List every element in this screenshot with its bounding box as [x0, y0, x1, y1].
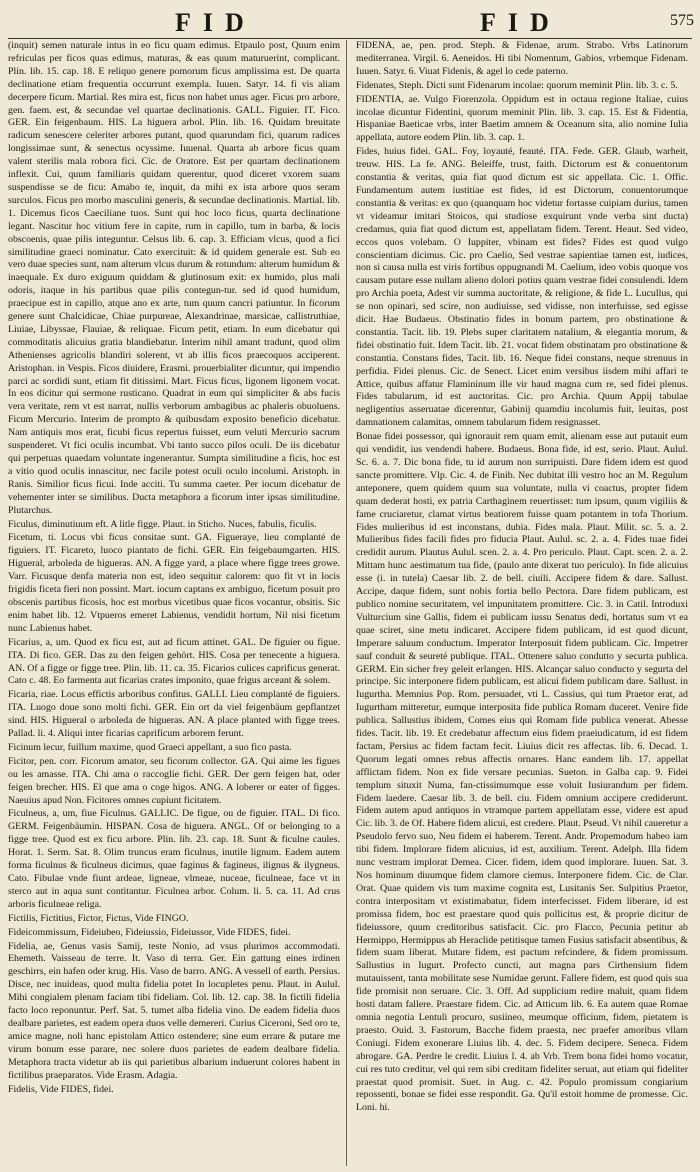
- dictionary-entry: Fidelia, ae, Genus vasis Samij, teste Nonio, ad vsus plurimos accommodati. Ehemeth. Vaisseau de terre. It. Vaso di terra. Ger. Ein gattung eines irdinen geschirrs, ein hafen oder krug. His. Vaso de barro. ANG. A vessell of earth. Persius. Disce, nec inuideas, quod multa fidelia potet In locupletes penu. Plaut. in Aulul. Mihi congialem plenam faciam tibi fideliam. Col. lib. 12. cap. 38. In fictili fidelia facto loco reponuntur. Perf. Sat. 5. tumet alba fidelia vino. De eadem fidelia duos dealbare parietes, est eadem opera duos velle demereri. Curius Ciceroni, Sed oro te, amice magne, noli hanc epistolam Attico ostendere; sine eum errare & putare me virum bonum esse parare, nec solere duos parietes de eadem dealbare fidelia. Metaphora tracta videtur ab iis qui parietibus albarium induerunt colores habent in fictilibus praeparatos. Vide Erasm. Adagia.: [8, 940, 340, 1081]
- dictionary-entry: Fictilis, Fictitius, Fictor, Fictus, Vide FINGO.: [8, 912, 189, 924]
- dictionary-entry: FIDENTIA, ae. Vulgo Fiorenzola. Oppidum est in octaua regione Italiae, cuius incolae dicuntur Fidentini, quorum meminit Plin. lib. 3. cap. 15. Est & Fidentia, Hispaniae Baeticae vrbs, inter Baetim amnem & Oceanum sita, alio nomine Iulia appellata, autore eodem Plin. lib. 3. cap. 1.: [356, 93, 688, 144]
- dictionary-entry: (inquit) semen naturale intus in eo ficu quam edimus. Etpaulo post, Quum enim refriculas per ficos quas edimus, maturas, & eas quum maturuerint, complicant. Plin. lib. 15. cap. 18. E reliquo genere pomorum ficus amplissima est. De quarta declinatione etiam frequentia occurrunt exempla. Iuuen. Satyr. 14. fi vis aliam decerpere ficum. Martial. Res mira est, ficus non habet unus ager. Ficus pro arbore, gen. faem. est, & secundae vel quartae declinationis. GALL. Figuier. IT. Fico. GER. Ein feigenbaum. HIS. La higuera arbol. Plin. lib. 16. Quidam breuitate radicum senescere celeriter arbores putant, quod quarundam fici, quarum radices longissimae sunt, & senectus ocyssime. Iuuenal. Quarta ab arbore ficus quam valent sterilis mala robora fici. Cic. de Oratore. Est per quartam declinationem inflexit. Cui, quum familiaris quidam querentur, quod diceret vxorem suam suspendisse se de ficu: Amabo te, inquit, da mihi ex ista arbore quos seram surculos. Ficus pro morbo masculini generis, & secundae declinationis. Martial. lib. 1. Dicemus ficos Caeciliane tuos. Sunt qui hoc loco ficus, quarta declinatione legant. Nascitur hoc vitium fere in capite, rum in capillo, tum in barba, & locis obscoenis, quae pilis integuntur. Celsus lib. 6. cap. 3. Efficiam vlcus, quod a fici similitudine graeci nominatur. Cato exercituit: & id quidem generale est. Sub eo vero duae species sunt, nam alterum vlcus durum & rotundum: alterum humidum & inaequale. Ex duro exiguum quiddam & glutinosum exit: ex humido, plus mali odoris, itaque in his partibus quae pilis contegun-tur. sed id quod humidum, praecipue est in capillo, atque ano ex arte, tum quum cancri patiuntur. In ficorum genere sunt Chalcidicae, Chiae purpureae, Alexandrinae, marsicae, callistruthiae, Liuiae, Libyssae, Flauiae, & reliquae. Ficum petit, etiam. In eum dicebatur qui commoditatis alicuius gratia blandiebatur. Interim nihil amant tradunt, quod olim Athenienses agricolis blandiri solerent, vt ab illis ficos praecoquos acciperent. Aristophan. in Vespis. Ficos diuidere, Erasmi. prouerbialiter dicuntur, qui impendio parci ac sordidi sunt, etiam fit ditissimi. Mart. Ficus ficus, ligonem ligonem vocat. In eos dicitur qui sermone rusticano. Quadrat in eum qui simpliciter & abs fucis vera veritate, rem vt est narrat, nullis verborum ambagibus ac phaleris obuoluens. Ficum Mercurio. Interim de prompto & quibusdam exposito beneficio dicebatur. Nam antiquis mos erat, ficubi ficus repertus fuisset, eum veluti Mercurio sacrum suspenderet. Vt fici oculis incumbat. Vbi tanto succo pilos oculi. De iis dicebatur qui perpetuas quaedam voluntate ingenerantur. Sumpta similitudine a ficis, hoc est a vitio quod oculis innascitur, nec facile potest oculi oculo incolumi. Aristoph. in Ranis. Similior ficus ficui. Inde acciti. Tu summa caeter. Per iocum dicebatur de vehementer inter se similibus. Ducta metaphora a ficorum inter ipsas similitudine. Plutarchus.: [8, 40, 340, 516]
- dictionary-entry: Ficinum lecur, fuillum maxime, quod Graeci appellant, a suo fico pasta.: [8, 741, 292, 753]
- dictionary-entry: FIDENA, ae, pen. prod. Steph. & Fidenae, arum. Strabo. Vrbs Latinorum mediterranea. Virgil. 6. Aeneidos. Hi tibi Nomentum, Gabios, vrbemque Fidenam. Iuuen. Satyr. 6. Viuat Fidenis, & agel lo cede paterno.: [356, 40, 688, 77]
- running-head-right: FID: [480, 8, 561, 37]
- dictionary-entry: Fideicommissum, Fideiubeo, Fideiussio, Fideiussor, Vide FIDES, fidei.: [8, 926, 291, 938]
- dictionary-entry: Fidenates, Steph. Dicti sunt Fidenarum incolae: quorum meminit Plin. lib. 3. c. 5.: [356, 79, 678, 91]
- right-column: [356, 40, 688, 1166]
- page-number: 575: [670, 12, 694, 29]
- dictionary-entry: Ficulus, diminutiuum eft. A litle figge. Plaut. in Sticho. Nuces, fabulis, ficulis.: [8, 518, 317, 530]
- header-rule: [8, 38, 692, 39]
- dictionary-entry: Ficetum, ti. Locus vbi ficus consitae sunt. GA. Figueraye, lieu complanté de figuiers. IT. Ficareto, luoco piantato de fichi. GER. Ein feigebaumgarten. HIS. Higueral, arboleda de higueras. AN. A figge yard, a place where figge trees growe. Varr. Ficusque denfa materia non est, ideo sequitur calorem: quo fit vt in locis frigidis ficeta fieri non possint. Mart. iocum captans ex ambiguo, ficetum posuit pro obscenis partibus ficosis, hoc est morbus vicetibus quae ficos vocantur, obsitis. Sic enim habet lib. 12. Vtpueros emeret Labienus, vendidit hortum, Nil nisi ficetum nunc Labienus habet.: [8, 532, 340, 634]
- dictionary-entry: Ficarius, a, um. Quod ex ficu est, aut ad ficum attinet. GAL. De figuier ou figue. ITA. Di fico. GER. Das zu den feigen gehört. HIS. Cosa per tenecente a higuera. AN. Of a figge or figge tree. Plin. lib. 11. ca. 35. Ficarios culices caprificus generat. Cato c. 48. Eo farmenta aut ficarias crates imponito, quae frigus arceant & solem.: [8, 636, 340, 687]
- dictionary-entry: Bonae fidei possessor, qui ignorauit rem quam emit, alienam esse aut putauit eum qui vendidit, ius vendendi habere. Budaeus. Bona fide, id est, serio. Plaut. Aulul. Sc. 6. a. 7. Dic bona fide, tu id aurum non surripuisti. Dare fidem idem est quod sancte promittere. Vlp. Cic. 4. de Finib. Nec dubitat illi vestro hoc an M. Regulum anteponere, quem quidem quum sua voluntate, nulla vi coactus, propter fidem quam dederat hosti, ex patria Carthaginem reuertisset: tum ipsum, quum vigiliis & fame cruciaretur, clamat virtus beatiorem fuisse quam potantem in tofa Thorium. Fides mulieribus id est inconstans, dubia. Fides mala. Plaut. Milit. sc. 5. a. 2. Mulieribus fides facili fides pro fiducia Plaut. Aulul. sc. 2. a. 4. Fides tuae fidei credidit aurum. Plautus Aulul. scen. 2. a. 4. Pro periculo. Plaut. Capt. scen. 2. a. 2. Mittam hunc aestimatum tua fide, (paulo ante dixerat tuo periculo). In fide alicuius esse (i. in tutela) Caesar lib. 2. de bell. ciuili. Accipere fidem & dare. Sallust. Accipe, daque fidem, sunt nobis fortia bello Pectora. Dare fidem publicam, est publico nomine securitatem, vel impunitatem promittere. Cic. 3. in Catil. Introduxi Vulturcium sine Gallis, fidem ei publicam iussu Senatus dedi, hortatus sum vt ea quae sciret, sine metu indicaret. Accipere fidem publicam, id est quod dicunt, Imperare saluum conductum. Imperator Interposuit fidem publicam. Cic. Impetrer sauf conduit & seureté publique. ITAL. Ottenere saluo condutto y securta publica. GERM. Ein sicher frey geleit erlangen. HIS. Alcançar saluo conducto y segurta del principe. Sic interponere fidem publicam, est alicui fidem publicam dare. Sallust. in Iugurtha. Memnius Pop. Rom. persuadet, vti L. Cassius, qui tum Praetor erat, ad Iugurtham mitteretur, eumque interposita fide publica Romam duceret. Venire fide publica. Sallustius ibidem, Comes eius qui Romam fide publica venerat. Abesse fides. Tacit. lib. 19. Et credebatur affectum eius fidem praeiudicatum, id est fidem factam, Persius ac fidem factam fecit. Liuius dicit res affectas. lib. 6. Decad. 1. Quorum legati omnes rebus affectis ornares. Hanc eandem lib. 17. appellat afflictam fidem. Non ex fide versare pecunias. Sueton. in Galba cap. 9. Fidei templum situxit Numa, fan-ctissimumque esse voluit Iusiurandum per fidem. Fidem laedere. Caesar lib. 3. de bell. ciu. Fidem omnium accipere crediderunt. Fidem autem apud antiquos in vtramque partem appellatam esse, videre est apud Cic. lib. 3. de Of. Habere fidem alicui, est credere. Plaut. Pseud. Vt nihil caueretur a Pseudolo fervo suo, Neu fidem ei haberem. Terent. Andr. Propemodum habeo iam tibi fidem. Implorare fidem alicuius, id est, auxilium. Terent. Adelph. Illa fidem nunc vestram implorat Demea. Cicer. fidem, idem quod implorare. Iuuen. Sat. 3. Nos hominum diuumque fidem clamore ciemus. Interponere fidem. Cic. de Clar. Orat. Quae quidem vis tum maxime cognita est, Lusitanis Ser. Sulpitius Praetor, contra interpositam vt existimabatur, fidem interfecisset. Fidem liberare, id est promissa fidem, hoc est praestare quod quis pollicitus est, & proprie dicitur de fideiussore, quum creditoribus satisfacit. Cic. pro Flacco, Pecunia petitur ab Hermippo, Hermippus ab Heraclide petitisque tamen Fusius satisfacit absentibus, & fidem suam liberat. Mutare fidem, est pactum refcindere, & fidem promissum. Sallustius in Iugurt. Profecto cuncti, aut magna pars Cirthensium fidem mutauissent, tanta mobilitate sese Numidae gerunt. Fallere fidem, est quod quis sua fide promisit non seruare. Cic. 3. Off. Ad supplicium redire maluit, quam fidem hosti datam fallere. Praestare fidem. Cic. ad Atticum lib. 6. Ea autem quae Romae omnia negotia Lentuli procuro, susiineo, meumque officium, fidem, pietatem is praesto. Ouid. 3. Fastorum, Bacche fidem praesta, nec praefer amoribus vllam Coniugi. Fidem exonerare Liuius lib. 4. dec. 5. Fidem decipere. Seneca. Fidem abrogare. GA. Perdre le credit. Liuius l. 4. ab Vrb. Trem bona fidei homo vocatur, cui res tuto creditur, vel qui rem sibi creditam fideliter seruat, aut etiam qui fideliter praestat quod promisit. Suet. in Aug. c. 42. Populo promissum congiarium repossenti, bonae se fidei esse respondit. Ga. Qu'il estoit homme de promesse. Cic. Loni. hi.: [356, 431, 688, 1114]
- dictionary-entry: Ficulneus, a, um, fiue Ficulnus. GALLIC. De figue, ou de figuier. ITAL. Di fico. GERM. Feigenbäumin. HISPAN. Cosa de higuera. ANGL. Of or belonging to a figge tree. Quod est ex ficu arbore. Plin. lib. 23. cap. 18. Sunt & ficulne caules. Horat. 1. Serm. Sat. 8. Olim truncus eram ficulnus, inutile lignum. Eadem autem forma ficulnus & ficulneus dicimus, quae faginus & fagineus, ilignus & ilygneus. Cato. Fibulae vnde fiunt ardeae, ligneae, vlmeae, nuceae, ficulneae, face vt in sterco aut in aqua sunt contitantur. Ficulnea arbor. Colum. li. 5. ca. 11. Ad crus arboris ficulneae religa.: [8, 808, 340, 910]
- dictionary-entry: Fidelis, Vide FIDES, fidei.: [8, 1083, 114, 1095]
- dictionary-entry: Fides, huius fidei. GAL. Foy, loyauté, feauté. ITA. Fede. GER. Glaub, warheit, treuw. HIS. La fe. ANG. Beleiffe, trust, faith. Dictorum est & conuentorum constantia & veritas, quia fiat quod dictum est sic appellata. Cic. 1. Offic. Fundamentum autem iustitiae est fides, id est Dictorum, conuentorumque constantia & veritas: ex quo (quanquam hoc videtur fortasse cuipiam durius, tamen vt videamur imitari Stoicos, qui studiose exquirunt vnde verba sint ducta) credamus, quia fiat quod dictum est, appellatam fidem. Terent. Heaut. Sed video, eccos quos volebam. O Iuppiter, vbinam est fides? Fides est quod vulgo conscientiam dicimus. Cic. pro Caelio, Sed vestrae sapientiae tamen est, iudices, non si causa nulla est viris fortibus oppugnandi M. Caelium, ideo vobis quoque vos causam putare esse nullam alieno dolori potius quam vestrae fidei consulendi. Idem pro Archia poeta, Adest vir summa auctoritate, & religione, & fide L. Lucullus, qui se non opinari, sed scire, non audiuisse, sed vidisse, non interfuisse, sed egisse dicit. Hae Budaeus. Obstinatio fides in bonum partem, pro obstinatione & constantia. Tacit. lib. 19. Plebs super claritatem natalium, & elegantia morum, & fidei obstinatio fuit. Idem Tacit. lib. 21. vocat fidem obstinatam pro obstinatione & constantia. Constans fides, Tacit. lib. 16. Neque fidei constans, neque strenuus in perfidia. Fidei plenus. Cic. de Senect. Licet enim versibus iisdem mihi affari te Attice, quibus affatur Flamininum ille vir haud magna cum re, sed fidei plenus. Fides tabularum, id est auctoritas. Cic. pro Archia. Quum Appij tabulae negligentius asseruatae dicerentur, Gabinij quamdiu incolumis fuit, leuitas, post damnationem calamitas, omnem tabularum fidem resignasset.: [356, 146, 688, 429]
- page-header: [0, 0, 700, 40]
- dictionary-entry: Ficitor, pen. corr. Ficorum amator, seu ficorum collector. GA. Qui aime les figues ou les amasse. ITA. Chi ama o raccoglie fichi. GER. Der gern feigen hat, oder feigen brecher. HIS. El que ama o coge higos. ANG. A loberer or eater of figges. Naeuius apud Non. Ficitores omnes cupiunt ficitatem.: [8, 755, 340, 806]
- left-column: [8, 40, 340, 1166]
- running-head-left: FID: [175, 8, 256, 37]
- dictionary-entry: Ficaria, riae. Locus effictis arboribus confitus. GALLI. Lieu complanté de figuiers. ITA. Luogo doue sono molti fichi. GER. Ein ort da viel feigenbäum gepflantzet sind. HIS. Higueral o arboleda de higueras. AN. A place planted with figge trees. Pallad. li. 4. Aliqui inter ficarias caprificum arborem ferunt.: [8, 689, 340, 740]
- column-divider: [346, 40, 347, 1166]
